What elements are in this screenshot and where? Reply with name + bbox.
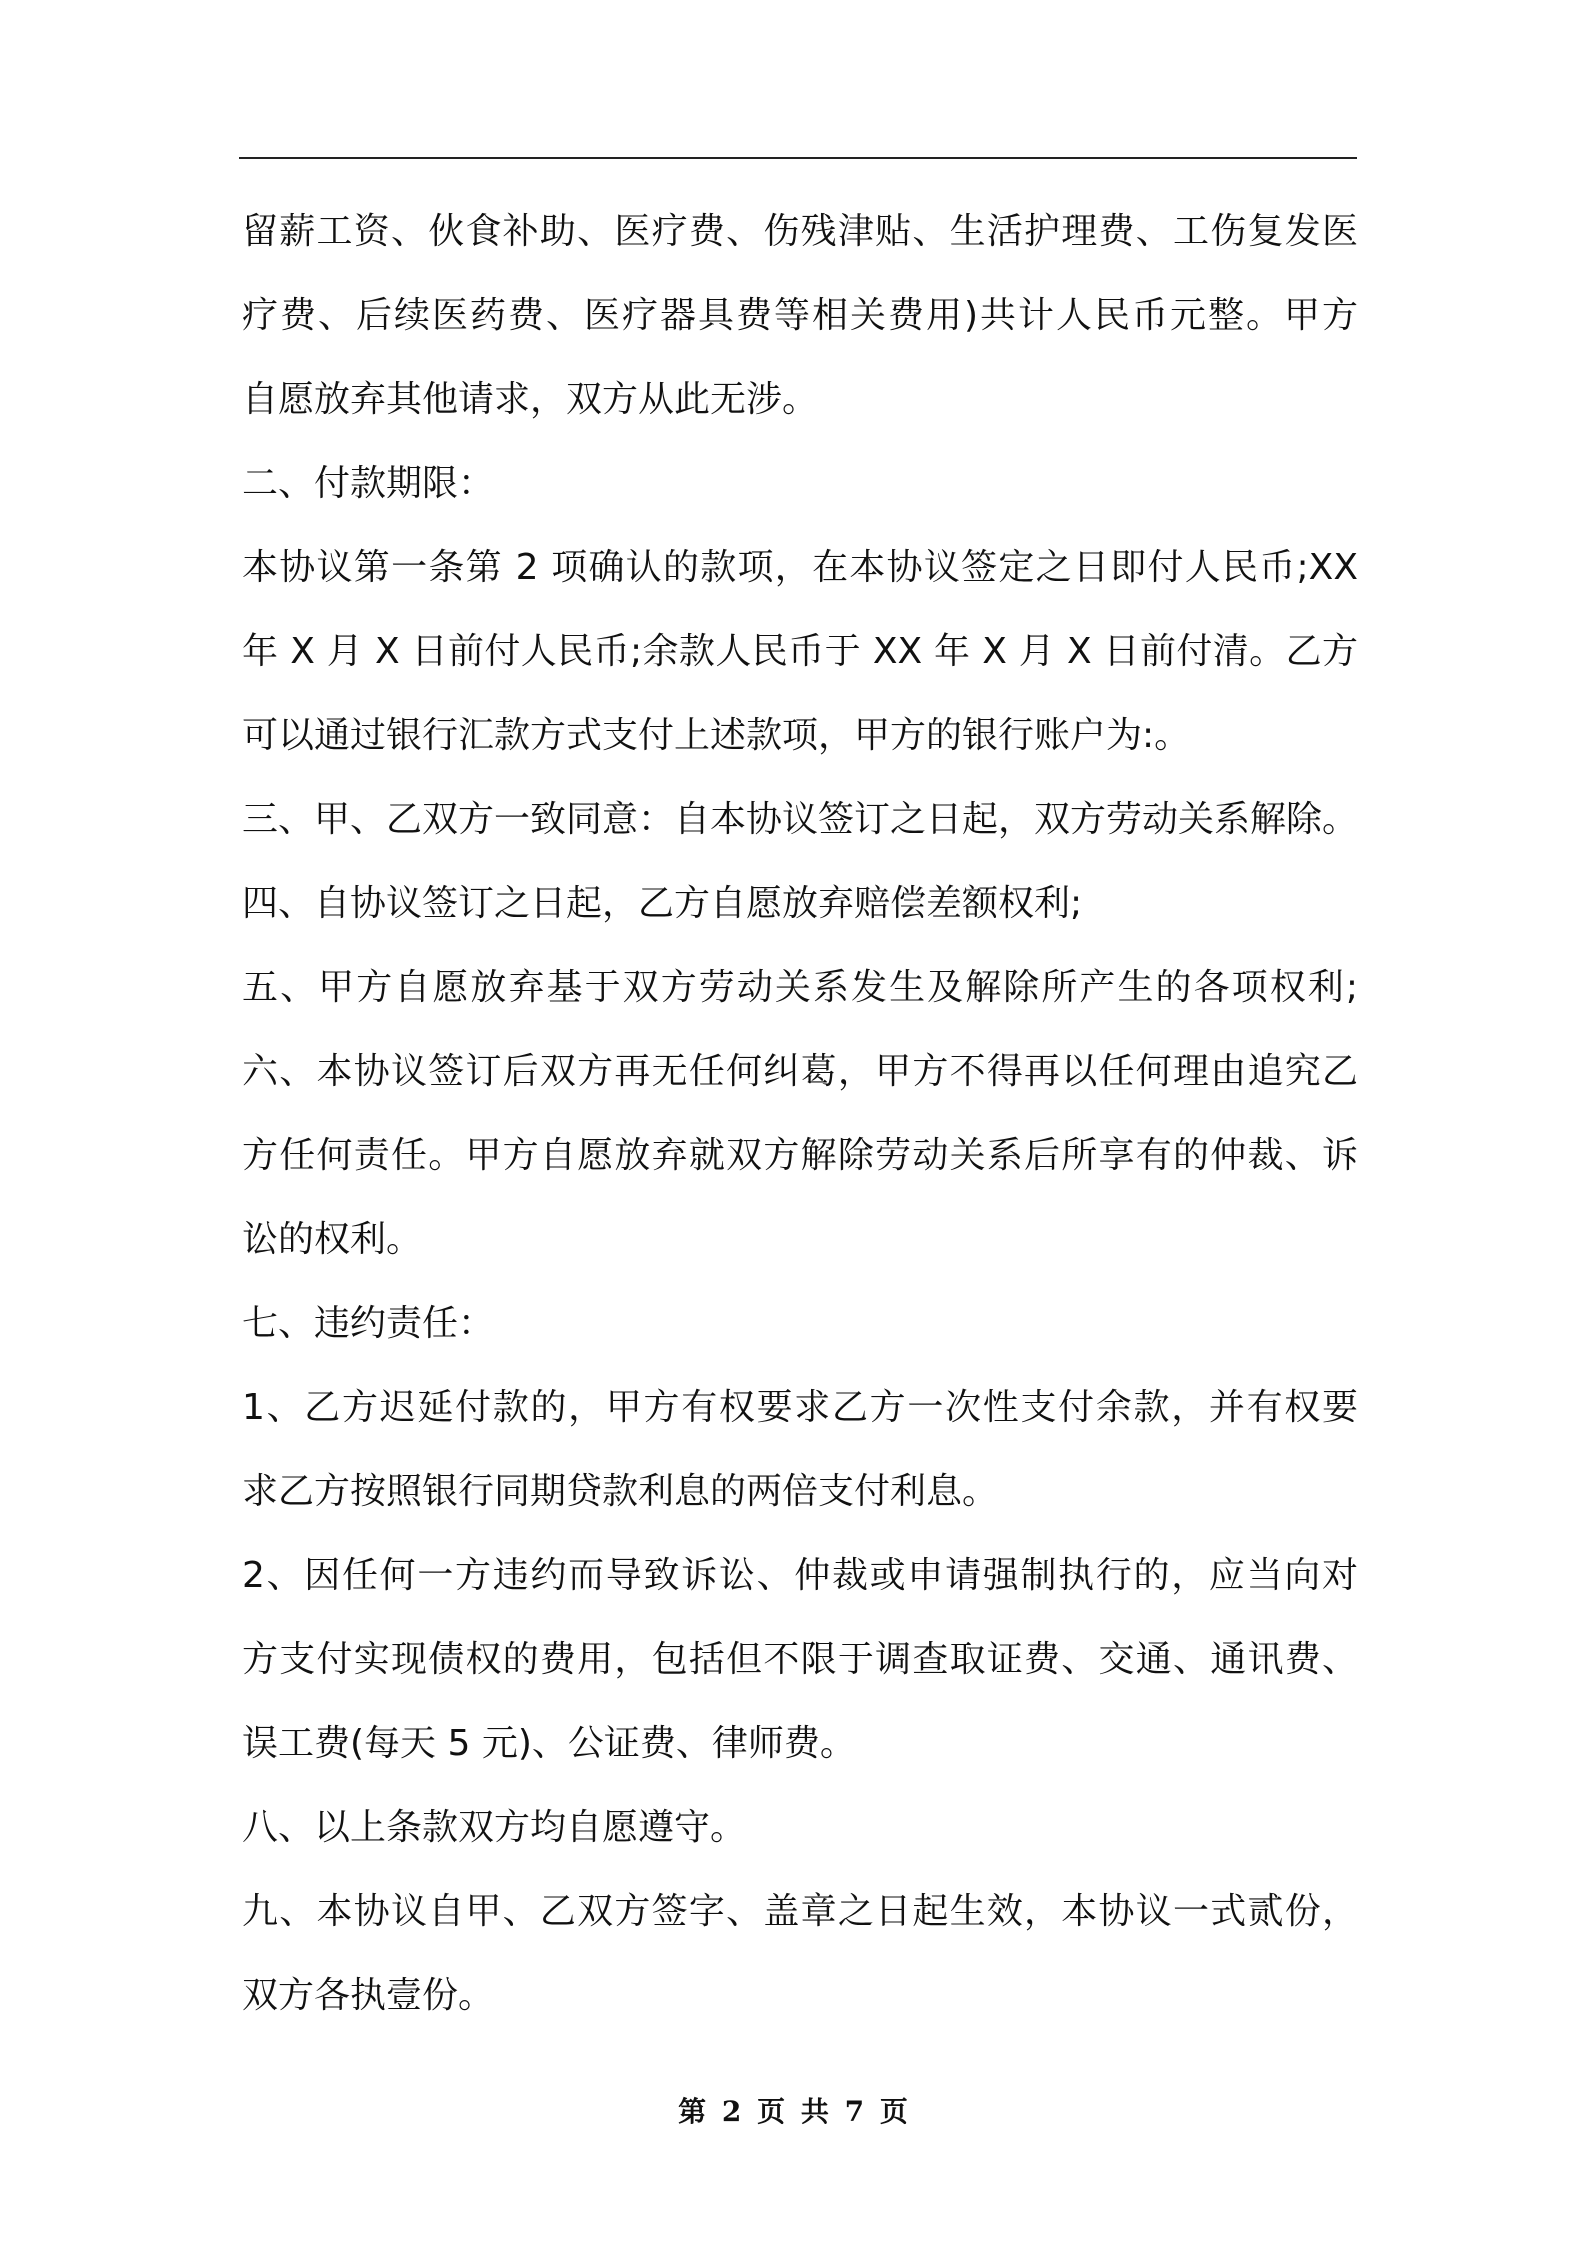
document-body <box>242 190 1358 2038</box>
body-line: 求乙方按照银行同期贷款利息的两倍支付利息。 <box>242 1471 999 1512</box>
body-line: 双方各执壹份。 <box>242 1975 495 2016</box>
body-line: 疗费、后续医药费、医疗器具费等相关费用)共计人民币元整。甲方 <box>242 295 1358 336</box>
body-line: 可以通过银行汇款方式支付上述款项，甲方的银行账户为:。 <box>242 715 1191 756</box>
clause-3: 三、甲、乙双方一致同意：自本协议签订之日起，双方劳动关系解除。 <box>242 799 1359 840</box>
body-line: 本协议第一条第 2 项确认的款项，在本协议签定之日即付人民币;XX <box>242 547 1358 588</box>
body-line: 留薪工资、伙食补助、医疗费、伤残津贴、生活护理费、工伤复发医 <box>242 211 1358 252</box>
clause-4: 四、自协议签订之日起，乙方自愿放弃赔偿差额权利; <box>242 883 1083 924</box>
header-rule <box>239 157 1357 159</box>
clause-9: 九、本协议自甲、乙双方签字、盖章之日起生效，本协议一式贰份， <box>242 1891 1358 1932</box>
clause-5: 五、甲方自愿放弃基于双方劳动关系发生及解除所产生的各项权利; <box>242 967 1358 1008</box>
body-line: 方任何责任。甲方自愿放弃就双方解除劳动关系后所享有的仲裁、诉 <box>242 1135 1358 1176</box>
clause-7-1: 1、乙方迟延付款的，甲方有权要求乙方一次性支付余款，并有权要 <box>242 1387 1358 1428</box>
body-line: 误工费(每天 5 元)、公证费、律师费。 <box>242 1723 856 1764</box>
section-heading: 二、付款期限： <box>242 463 495 504</box>
clause-7-2: 2、因任何一方违约而导致诉讼、仲裁或申请强制执行的，应当向对 <box>242 1555 1358 1596</box>
body-line: 方支付实现债权的费用，包括但不限于调查取证费、交通、通讯费、 <box>242 1639 1358 1680</box>
clause-6: 六、本协议签订后双方再无任何纠葛，甲方不得再以任何理由追究乙 <box>242 1051 1358 1092</box>
clause-8: 八、以上条款双方均自愿遵守。 <box>242 1807 747 1848</box>
body-line: 自愿放弃其他请求，双方从此无涉。 <box>242 379 819 420</box>
section-heading: 七、违约责任： <box>242 1303 495 1344</box>
body-line: 讼的权利。 <box>242 1219 423 1260</box>
body-line: 年 X 月 X 日前付人民币;余款人民币于 XX 年 X 月 X 日前付清。乙方 <box>242 631 1358 672</box>
page-number-footer: 第 2 页 共 7 页 <box>678 2095 908 2128</box>
